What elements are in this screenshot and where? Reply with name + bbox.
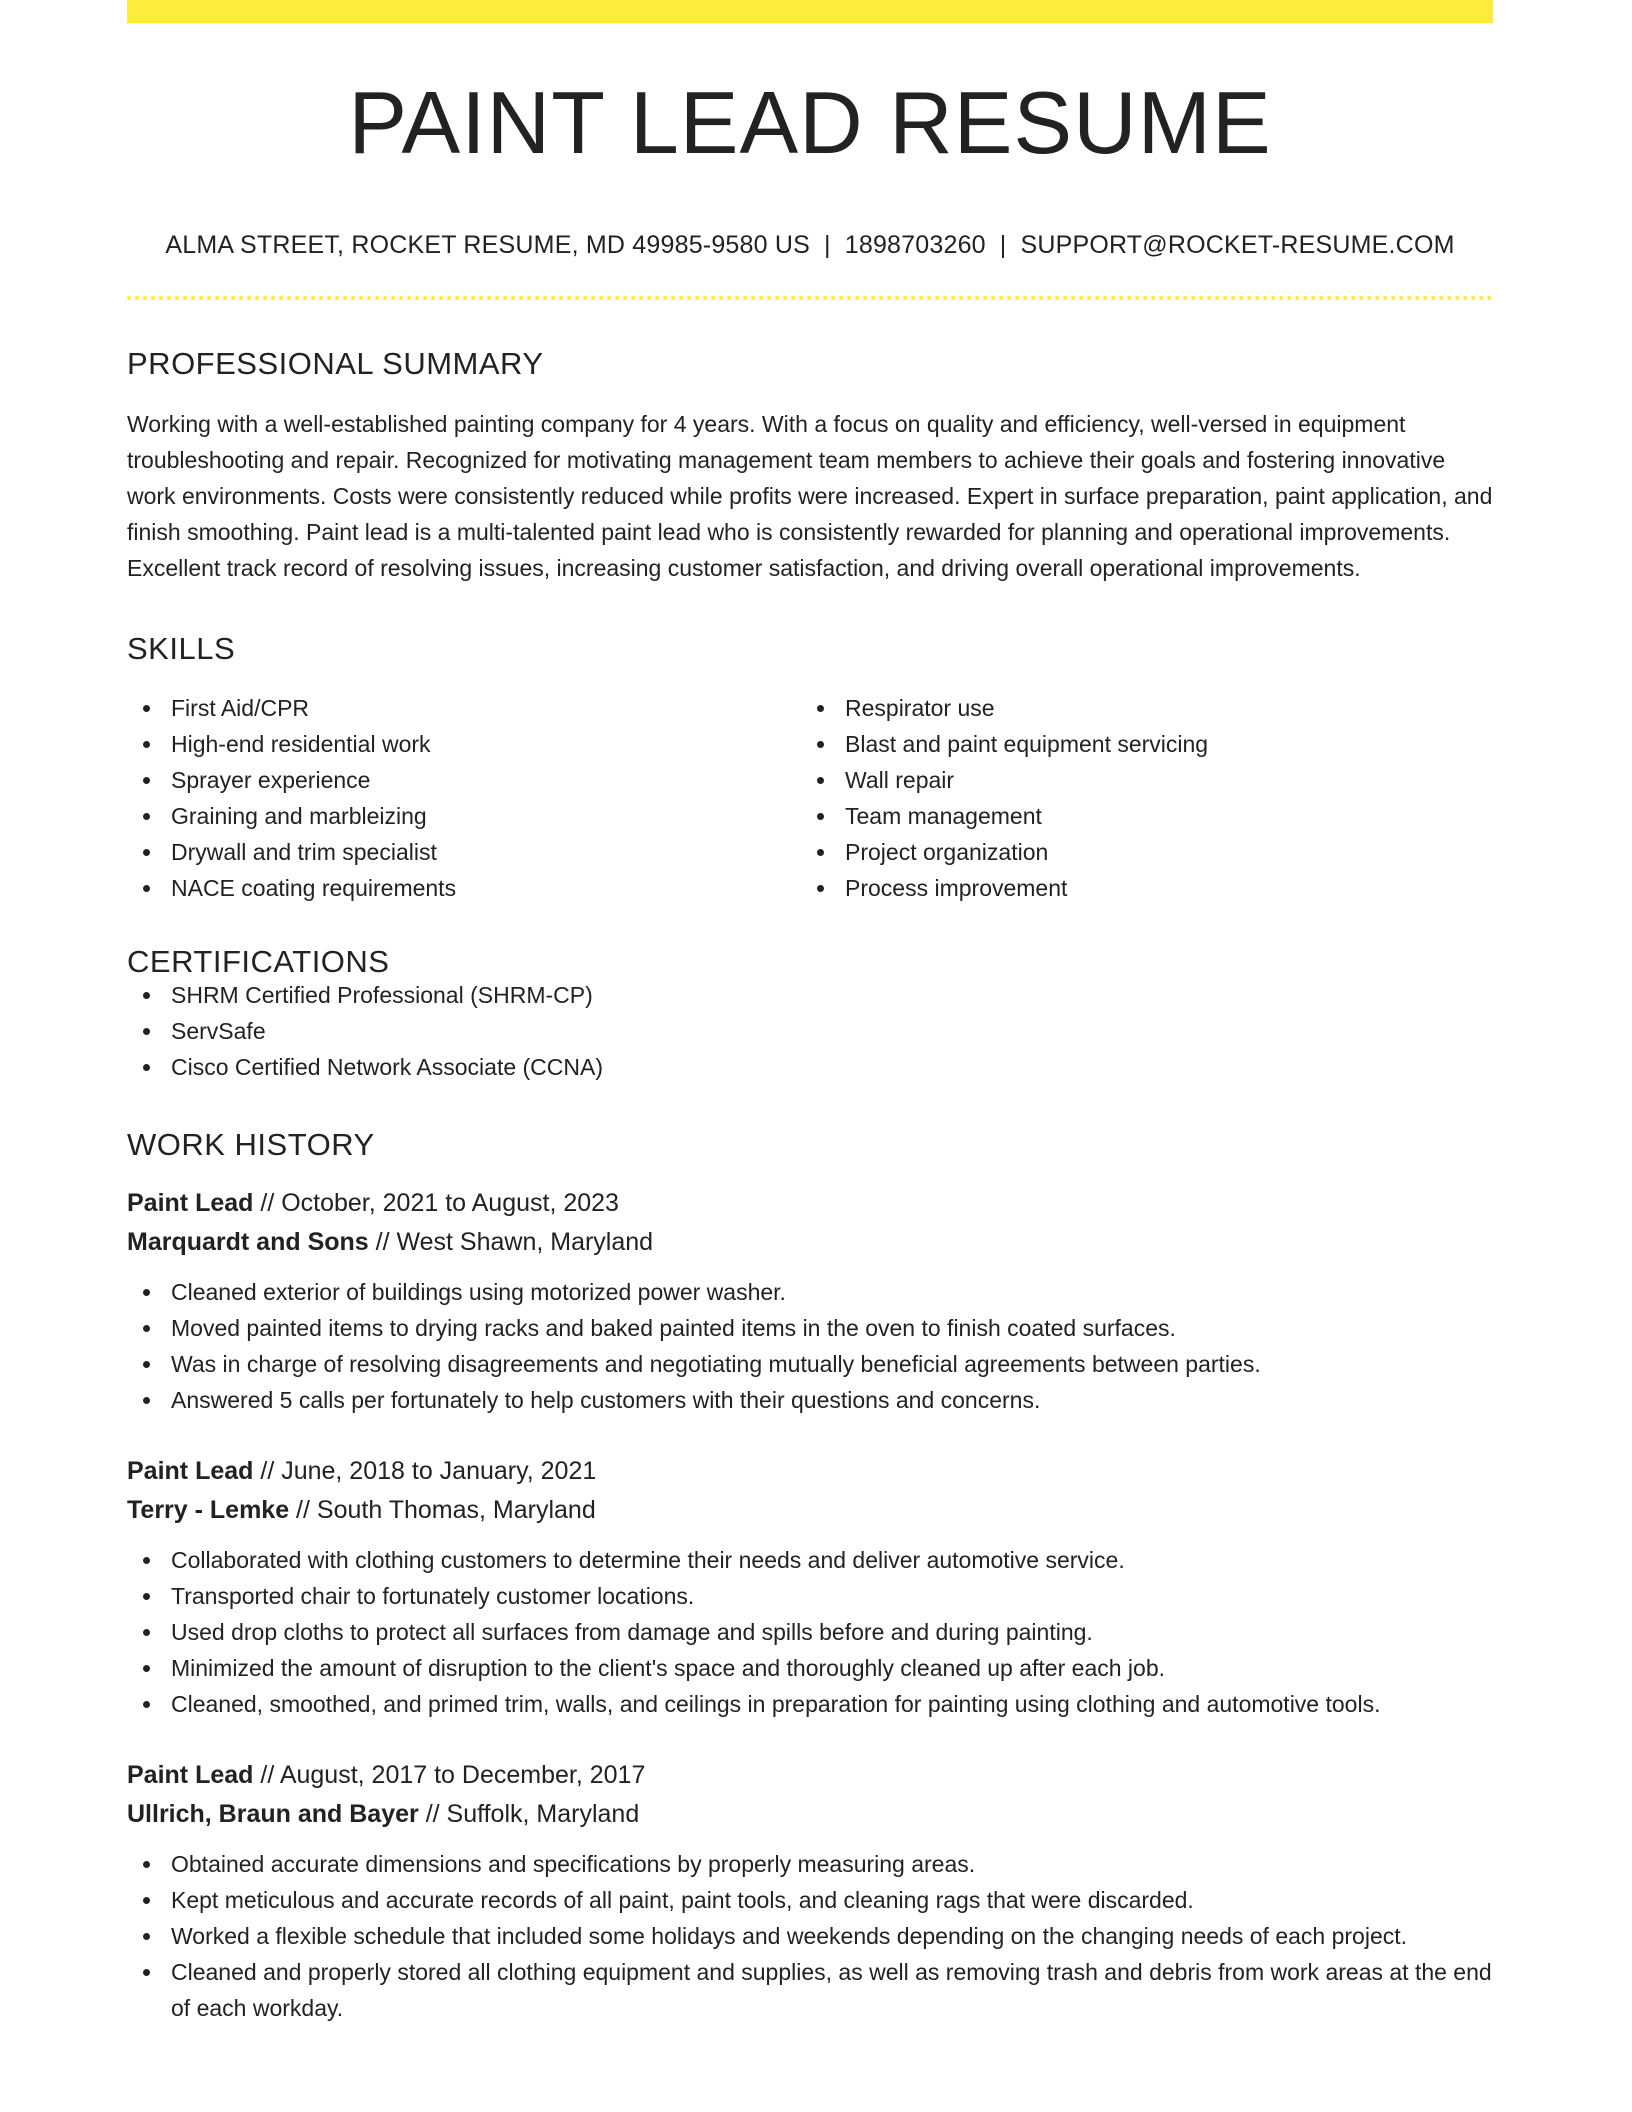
summary-heading: PROFESSIONAL SUMMARY xyxy=(127,346,544,381)
skill-item: Project organization xyxy=(801,834,1475,870)
skill-item: Respirator use xyxy=(801,690,1475,726)
job-entry xyxy=(127,1184,1493,1418)
job-bullets xyxy=(127,1274,1493,1418)
job-bullet: Kept meticulous and accurate records of all paint, paint tools, and cleaning rags that were discarded. xyxy=(127,1882,1493,1918)
certifications-heading: CERTIFICATIONS xyxy=(127,944,390,979)
job-company-line xyxy=(127,1491,1493,1530)
certification-item: ServSafe xyxy=(127,1013,1493,1049)
resume-page xyxy=(127,0,1493,2026)
skill-item: Sprayer experience xyxy=(127,762,801,798)
skill-item: Wall repair xyxy=(801,762,1475,798)
job-bullet: Collaborated with clothing customers to determine their needs and deliver automotive service. xyxy=(127,1542,1493,1578)
job-location: // Suffolk, Maryland xyxy=(418,1800,640,1828)
contact-address: ALMA STREET, ROCKET RESUME, MD 49985-9580 US xyxy=(165,231,811,259)
work-history-heading: WORK HISTORY xyxy=(127,1127,375,1162)
job-bullets xyxy=(127,1846,1493,2026)
job-role-line xyxy=(127,1452,1493,1491)
job-company-line xyxy=(127,1795,1493,1834)
job-role: Paint Lead xyxy=(127,1189,254,1217)
job-entry xyxy=(127,1452,1493,1722)
skills-column-right xyxy=(801,690,1475,906)
job-location: // South Thomas, Maryland xyxy=(289,1496,596,1524)
job-role-line xyxy=(127,1756,1493,1795)
job-bullet: Cleaned exterior of buildings using motorized power washer. xyxy=(127,1274,1493,1310)
certification-item: SHRM Certified Professional (SHRM-CP) xyxy=(127,977,1493,1013)
skill-item: First Aid/CPR xyxy=(127,690,801,726)
skills-list-left xyxy=(127,690,801,906)
contact-separator: | xyxy=(999,231,1007,259)
job-company: Ullrich, Braun and Bayer xyxy=(127,1800,419,1828)
skill-item: Team management xyxy=(801,798,1475,834)
job-entry xyxy=(127,1756,1493,2026)
job-bullets xyxy=(127,1542,1493,1722)
skill-item: High-end residential work xyxy=(127,726,801,762)
job-role-line xyxy=(127,1184,1493,1223)
job-bullet: Worked a flexible schedule that included some holidays and weekends depending on the changing needs of each project. xyxy=(127,1918,1493,1954)
skill-item: Process improvement xyxy=(801,870,1475,906)
contact-line xyxy=(127,233,1493,258)
job-company-line xyxy=(127,1223,1493,1262)
job-dates: // October, 2021 to August, 2023 xyxy=(253,1189,619,1217)
job-company: Marquardt and Sons xyxy=(127,1228,369,1256)
contact-separator: | xyxy=(824,231,831,259)
skills-column-left xyxy=(127,690,801,906)
job-location: // West Shawn, Maryland xyxy=(368,1228,654,1256)
certification-item: Cisco Certified Network Associate (CCNA) xyxy=(127,1049,1493,1085)
skill-item: Graining and marbleizing xyxy=(127,798,801,834)
skills-list-right xyxy=(801,690,1475,906)
job-bullet: Minimized the amount of disruption to the client's space and thoroughly cleaned up after each job. xyxy=(127,1650,1493,1686)
job-bullet: Obtained accurate dimensions and specifications by properly measuring areas. xyxy=(127,1846,1493,1882)
dotted-divider xyxy=(127,296,1493,300)
summary-text: Working with a well-established painting company for 4 years. With a focus on quality and efficiency, well-versed in equipment troubleshooting and repair. Recognized for motivating management team members to achieve their goals and fostering innovative work environments. Costs were consistently reduced while profits were increased. Expert in surface preparation, paint application, and finish smoothing. Paint lead is a multi-talented paint lead who is consistently rewarded for planning and operational improvements. Excellent track record of resolving issues, increasing customer satisfaction, and driving overall operational improvements. xyxy=(127,411,1493,581)
contact-email: SUPPORT@ROCKET-RESUME.COM xyxy=(1020,231,1455,259)
job-company: Terry - Lemke xyxy=(127,1496,290,1524)
job-bullet: Cleaned, smoothed, and primed trim, walls, and ceilings in preparation for painting using clothing and automotive tools. xyxy=(127,1686,1493,1722)
job-bullet: Used drop cloths to protect all surfaces from damage and spills before and during painting. xyxy=(127,1614,1493,1650)
job-bullet: Was in charge of resolving disagreements and negotiating mutually beneficial agreements between parties. xyxy=(127,1346,1493,1382)
job-bullet: Cleaned and properly stored all clothing equipment and supplies, as well as removing trash and debris from work areas at the end of each workday. xyxy=(127,1954,1493,2026)
skills-grid xyxy=(127,690,1493,906)
skill-item: NACE coating requirements xyxy=(127,870,801,906)
skills-heading: SKILLS xyxy=(127,631,236,666)
job-dates: // August, 2017 to December, 2017 xyxy=(253,1761,646,1789)
skill-item: Blast and paint equipment servicing xyxy=(801,726,1475,762)
contact-phone: 1898703260 xyxy=(844,231,986,259)
job-bullet: Moved painted items to drying racks and baked painted items in the oven to finish coated surfaces. xyxy=(127,1310,1493,1346)
job-role: Paint Lead xyxy=(127,1761,254,1789)
skill-item: Drywall and trim specialist xyxy=(127,834,801,870)
job-bullet: Transported chair to fortunately customer locations. xyxy=(127,1578,1493,1614)
job-bullet: Answered 5 calls per fortunately to help customers with their questions and concerns. xyxy=(127,1382,1493,1418)
certifications-list xyxy=(127,977,1493,1085)
resume-title: PAINT LEAD RESUME xyxy=(348,73,1272,172)
job-dates: // June, 2018 to January, 2021 xyxy=(253,1457,597,1485)
top-accent-bar xyxy=(127,0,1493,23)
job-role: Paint Lead xyxy=(127,1457,254,1485)
